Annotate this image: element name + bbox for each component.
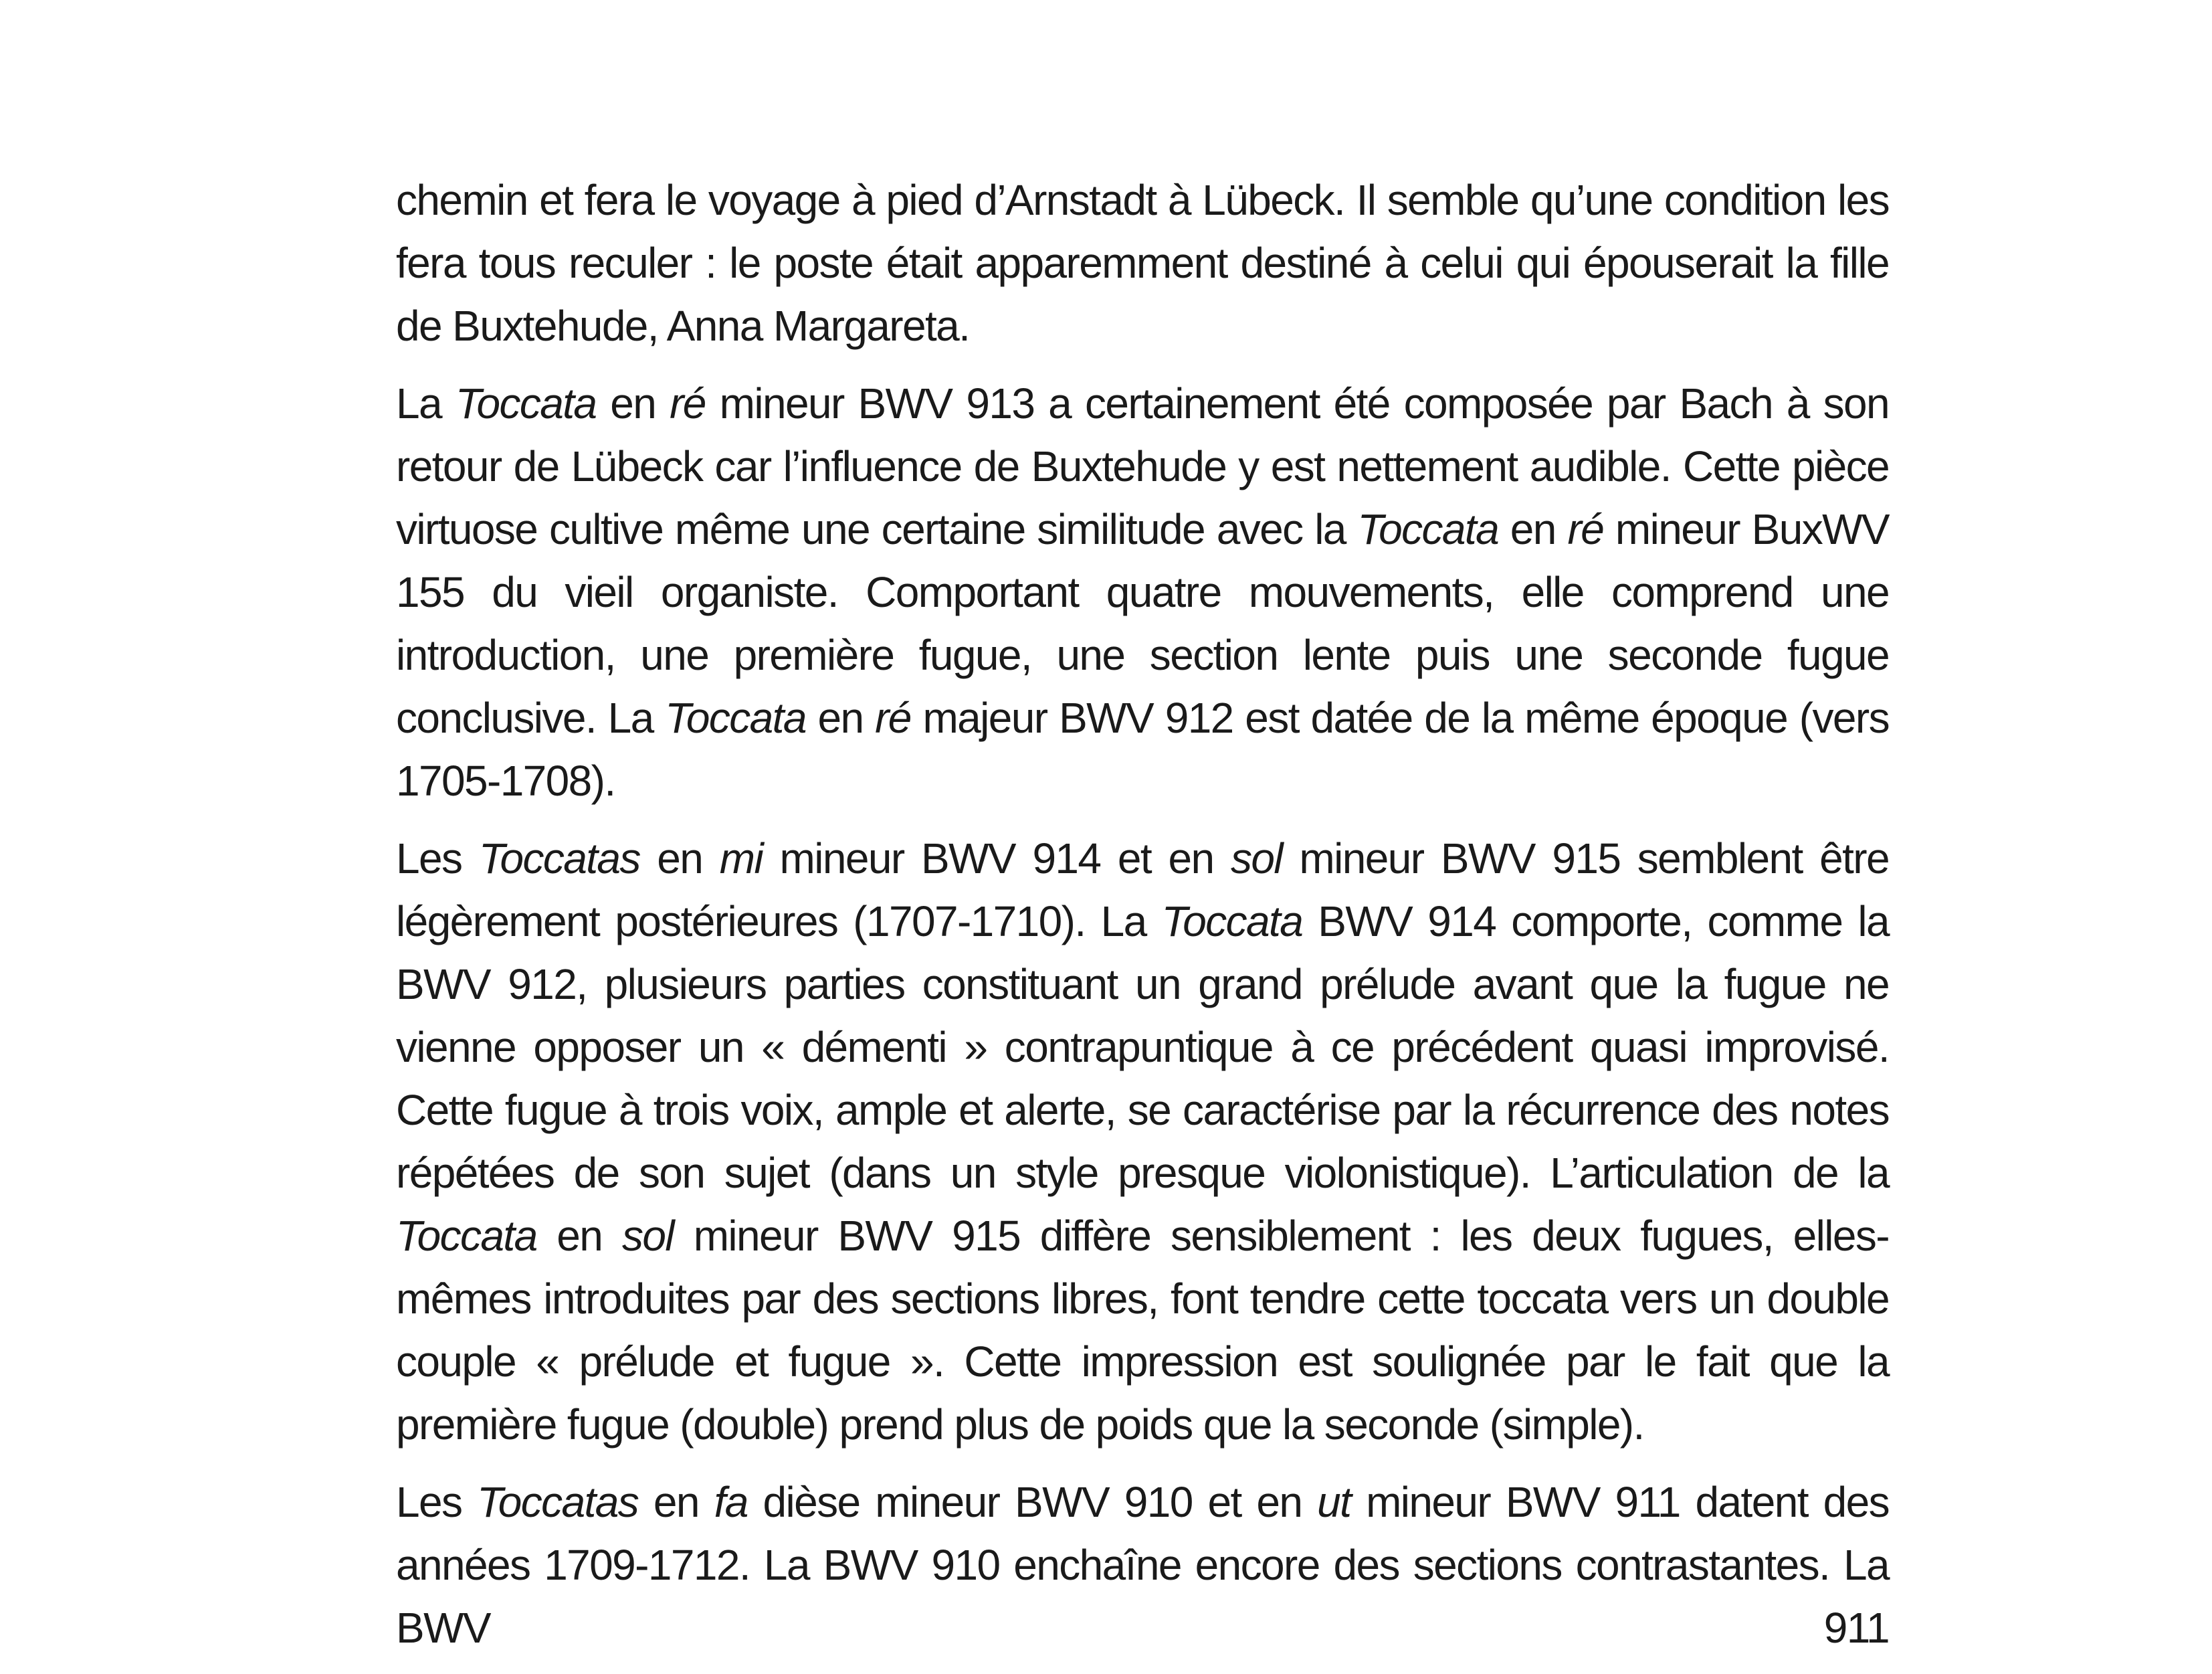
- text-run: en: [805, 694, 876, 742]
- italic-run: sol: [621, 1212, 674, 1260]
- text-run: mineur BWV 911 datent des années 1709-1712. La BWV 910 enchaîne encore des sections contrastantes. La BWV 911: [396, 1478, 1889, 1652]
- text-run: majeur BWV 912 est datée de la même époque (vers 1705-1708).: [396, 694, 1889, 805]
- italic-run: ré: [1567, 505, 1604, 553]
- text-run: Les: [396, 1478, 478, 1526]
- italic-run: ré: [670, 379, 706, 428]
- text-run: mineur BWV 914 et en: [763, 834, 1231, 882]
- italic-run: Toccata: [455, 379, 597, 428]
- text-run: Les: [396, 834, 479, 882]
- italic-run: Toccatas: [478, 834, 640, 882]
- text-run: en: [639, 834, 720, 882]
- paragraph: [396, 372, 1889, 812]
- italic-run: Toccata: [1357, 505, 1499, 553]
- italic-run: Toccata: [396, 1212, 537, 1260]
- italic-run: ré: [875, 694, 911, 742]
- text-run: en: [638, 1478, 714, 1526]
- text-run: BWV 914 comporte, comme la BWV 912, plusieurs parties constituant un grand prélude avant que la fugue ne vienne opposer un « démenti » contrapuntique à ce précédent quasi improvisé. Cette fugue à trois voix, ample et alerte, se caractérise par la récurrence des notes répétées de son sujet (dans un style presque violonistique). L’articulation de la: [396, 897, 1889, 1197]
- text-run: mineur BWV 913 a certainement été composée par Bach à son retour de Lübeck car l’influence de Buxtehude y est nettement audible. Cette pièce virtuose cultive même une certaine similitude avec la: [396, 379, 1889, 553]
- italic-run: Toccata: [1161, 897, 1303, 945]
- text-run: chemin et fera le voyage à pied d’Arnstadt à Lübeck. Il semble qu’une condition les fera tous reculer : le poste était apparemment destiné à celui qui épouserait la fille de Buxtehude, Anna Margareta.: [396, 176, 1889, 350]
- italic-run: sol: [1230, 834, 1282, 882]
- text-run: en: [536, 1212, 622, 1260]
- text-run: mineur BuxWV 155 du vieil organiste. Comportant quatre mouvements, elle comprend une introduction, une première fugue, une section lente puis une seconde fugue conclusive. La: [396, 505, 1889, 742]
- italic-run: ut: [1317, 1478, 1351, 1526]
- italic-run: Toccatas: [477, 1478, 639, 1526]
- paragraph: [396, 169, 1889, 357]
- paragraph: [396, 827, 1889, 1456]
- text-run: La: [396, 379, 456, 428]
- text-run: en: [596, 379, 670, 428]
- text-run: dièse mineur BWV 910 et en: [747, 1478, 1318, 1526]
- italic-run: fa: [714, 1478, 748, 1526]
- text-run: mineur BWV 915 semblent être légèrement postérieures (1707-1710). La: [396, 834, 1889, 945]
- italic-run: mi: [719, 834, 763, 882]
- text-run: mineur BWV 915 diffère sensiblement : les deux fugues, elles-mêmes introduites par des sections libres, font tendre cette toccata vers un double couple « prélude et fugue ». Cette impression est soulignée par le fait que la première fugue (double) prend plus de poids que la seconde (simple).: [396, 1212, 1889, 1449]
- text-run: en: [1498, 505, 1568, 553]
- italic-run: Toccata: [665, 694, 806, 742]
- paragraph: [396, 1471, 1889, 1659]
- body-text: [396, 169, 1889, 1674]
